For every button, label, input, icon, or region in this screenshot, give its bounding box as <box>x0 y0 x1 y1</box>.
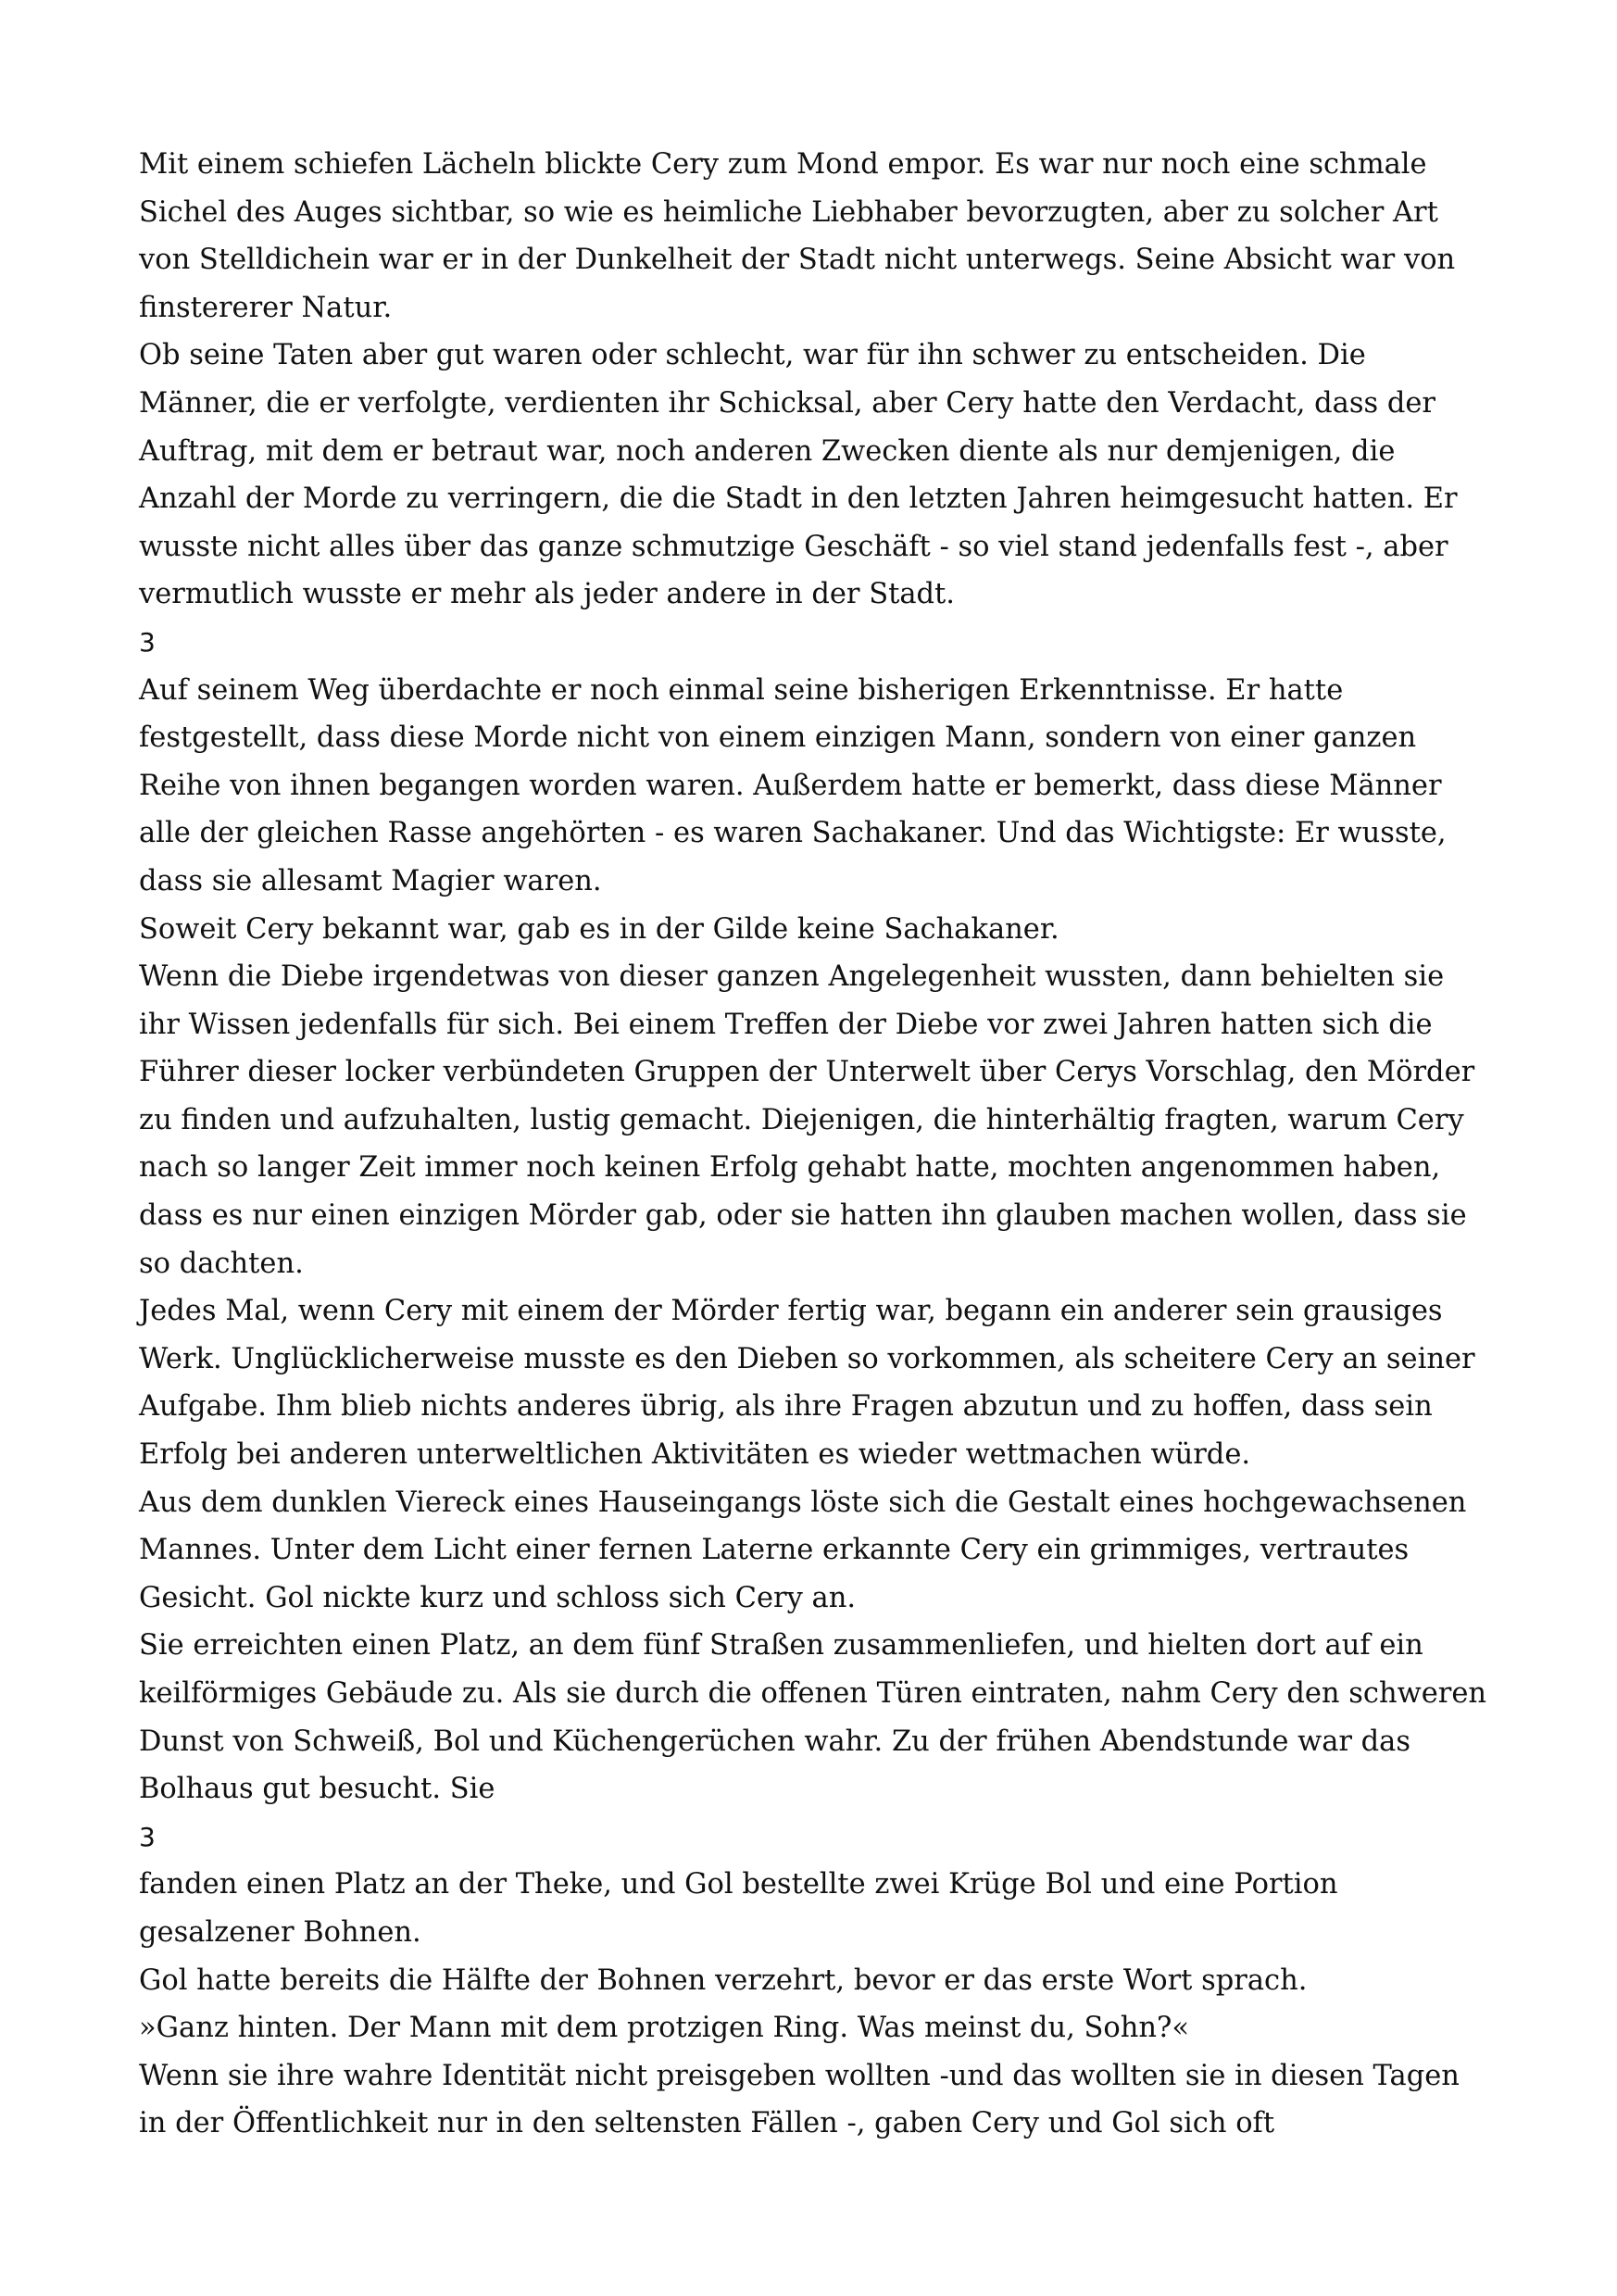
paragraph: Gol hatte bereits die Hälfte der Bohnen verzehrt, bevor er das erste Wort sprach. <box>139 1964 1308 1997</box>
paragraph: Wenn die Diebe irgendetwas von dieser ganzen Angelegenheit wussten, dann behielten sie ihr Wissen jedenfalls für sich. Bei einem Treffen der Diebe vor zwei Jahren hatten sich die Führer dieser locker verbündeten Gruppen der Unterwelt über Cerys Vorschlag, den Mörder zu finden und aufzuhalten, lustig gemacht. Diejenigen, die hinterhältig fragten, warum Cery nach so langer Zeit immer noch keinen Erfolg gehabt hatte, mochten angenommen haben, dass es nur einen einzigen Mörder gab, oder sie hatten ihn glauben machen wollen, dass sie so dachten. <box>139 960 1475 1280</box>
paragraph: »Ganz hinten. Der Mann mit dem protzigen Ring. Was meinst du, Sohn?« <box>139 2012 1190 2045</box>
paragraph: fanden einen Platz an der Theke, und Gol bestellte zwei Krüge Bol und eine Portion gesalzener Bohnen. <box>139 1868 1338 1949</box>
paragraph: Jedes Mal, wenn Cery mit einem der Mörder fertig war, begann ein anderer sein grausiges Werk. Unglücklicherweise musste es den Dieben so vorkommen, als scheitere Cery an seiner Aufgabe. Ihm blieb nichts anderes übrig, als ihre Fragen abzutun und zu hoffen, dass sein Erfolg bei anderen unterweltlichen Aktivitäten es wieder wettmachen würde. <box>139 1295 1475 1472</box>
paragraph: Mit einem schiefen Lächeln blickte Cery zum Mond empor. Es war nur noch eine schmale Sichel des Auges sichtbar, so wie es heimliche Liebhaber bevorzugten, aber zu solcher Art von Stelldichein war er in der Dunkelheit der Stadt nicht unterwegs. Seine Absicht war von finstererer Natur. <box>139 148 1456 324</box>
text-column <box>139 141 1491 2148</box>
paragraph: Sie erreichten einen Platz, an dem fünf Straßen zusammenliefen, und hielten dort auf ein keilförmiges Gebäude zu. Als sie durch die offenen Türen eintraten, nahm Cery den schweren Dunst von Schweiß, Bol und Küchengerüchen wahr. Zu der frühen Abendstunde war das Bolhaus gut besucht. Sie <box>139 1629 1487 1806</box>
page-number: 3 <box>139 626 156 658</box>
paragraph: Auf seinem Weg überdachte er noch einmal seine bisherigen Erkenntnisse. Er hatte festgestellt, dass diese Morde nicht von einem einzigen Mann, sondern von einer ganzen Reihe von ihnen begangen worden waren. Außerdem hatte er bemerkt, dass diese Männer alle der gleichen Rasse angehörten - es waren Sachakaner. Und das Wichtigste: Er wusste, dass sie allesamt Magier waren. <box>139 673 1447 897</box>
paragraph: Soweit Cery bekannt war, gab es in der Gilde keine Sachakaner. <box>139 912 1059 946</box>
paragraph: Wenn sie ihre wahre Identität nicht preisgeben wollten -und das wollten sie in diesen Tagen in der Öffentlichkeit nur in den seltensten Fällen -, gaben Cery und Gol sich oft <box>139 2059 1460 2140</box>
paragraph: Aus dem dunklen Viereck eines Hauseingangs löste sich die Gestalt eines hochgewachsenen Mannes. Unter dem Licht einer fernen Laterne erkannte Cery ein grimmiges, vertrautes Gesicht. Gol nickte kurz und schloss sich Cery an. <box>139 1486 1467 1614</box>
page-number: 3 <box>139 1821 156 1852</box>
paragraph: Ob seine Taten aber gut waren oder schlecht, war für ihn schwer zu entscheiden. Die Männer, die er verfolgte, verdienten ihr Schicksal, aber Cery hatte den Verdacht, dass der Auftrag, mit dem er betraut war, noch anderen Zwecken diente als nur demjenigen, die Anzahl der Morde zu verringern, die die Stadt in den letzten Jahren heimgesucht hatten. Er wusste nicht alles über das ganze schmutzige Geschäft - so viel stand jedenfalls fest -, aber vermutlich wusste er mehr als jeder andere in der Stadt. <box>139 339 1458 611</box>
